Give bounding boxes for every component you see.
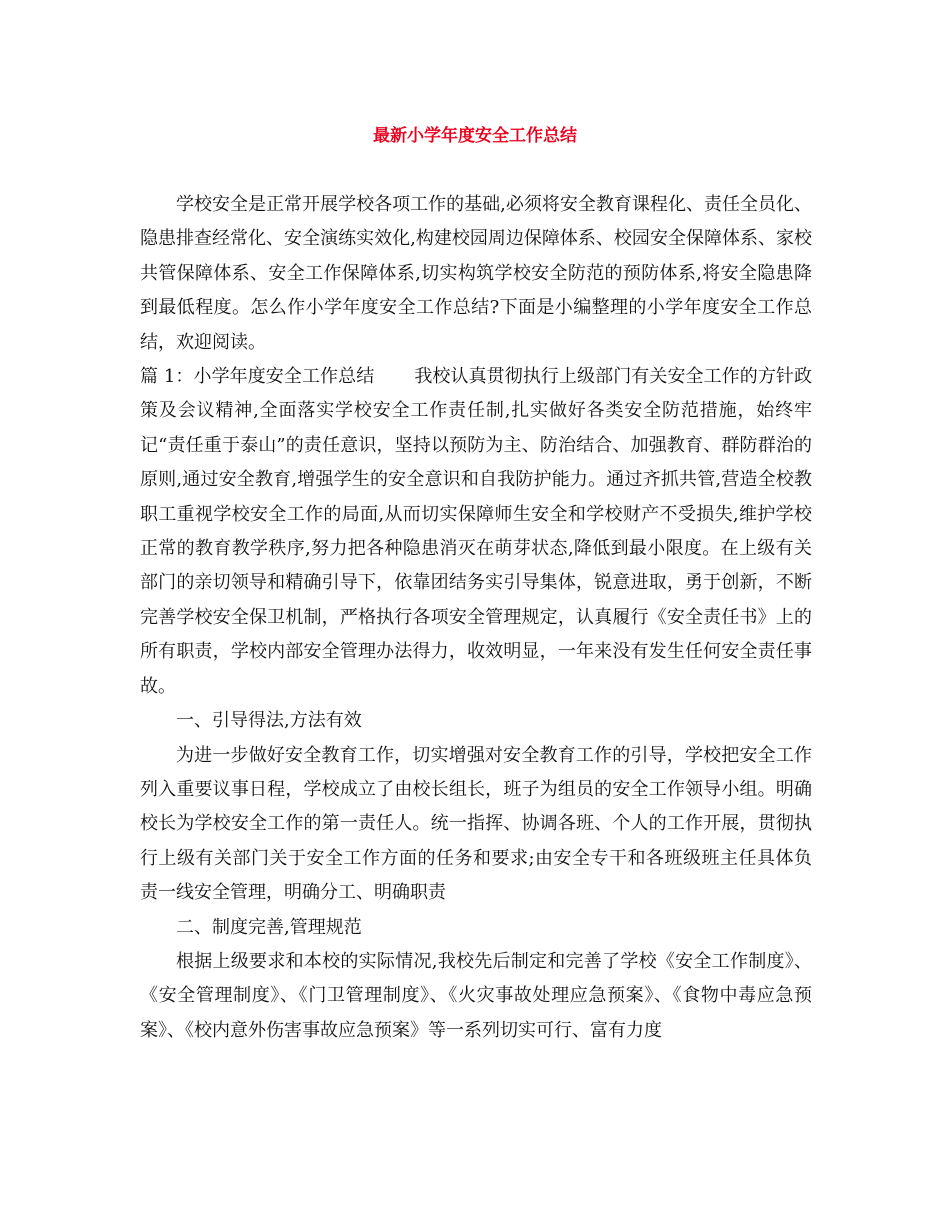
document-body bbox=[140, 188, 812, 1048]
intro-paragraph: 学校安全是正常开展学校各项工作的基础,必须将安全教育课程化、责任全员化、隐患排查经常化、安全演练实效化,构建校园周边保障体系、校园安全保障体系、家校共管保障体系、安全工作保障体系,切实构筑学校安全防范的预防体系,将安全隐患降到最低程度。怎么作小学年度安全工作总结?下面是小编整理的小学年度安全工作总结，欢迎阅读。 bbox=[140, 194, 812, 353]
article-label: 篇 1：小学年度安全工作总结 bbox=[140, 366, 375, 388]
section-1-heading: 一、引导得法,方法有效 bbox=[176, 710, 362, 732]
section-2-heading: 二、制度完善,管理规范 bbox=[176, 916, 362, 938]
section-2-body: 根据上级要求和本校的实际情况,我校先后制定和完善了学校《安全工作制度》、《安全管理制度》、《门卫管理制度》、《火灾事故处理应急预案》、《食物中毒应急预案》、《校内意外伤害事故应急预案》等一系列切实可行、富有力度 bbox=[140, 950, 812, 1041]
article-paragraph bbox=[140, 360, 812, 704]
section-1-body: 为进一步做好安全教育工作，切实增强对安全教育工作的引导，学校把安全工作列入重要议事日程，学校成立了由校长组长，班子为组员的安全工作领导小组。明确校长为学校安全工作的第一责任人。统一指挥、协调各班、个人的工作开展，贯彻执行上级有关部门关于安全工作方面的任务和要求;由安全专干和各班级班主任具体负责一线安全管理，明确分工、明确职责 bbox=[140, 744, 812, 904]
document-title: 最新小学年度安全工作总结 bbox=[373, 126, 577, 146]
article-lead: 我校认真贯彻执行上级部门有关安全工作的方针政策及会议精神,全面落实学校安全工作责任制,扎实做好各类安全防范措施，始终牢记“责任重于泰山”的责任意识，坚持以预防为主、防治结合、加强教育、群防群治的原则,通过安全教育,增强学生的安全意识和自我防护能力。通过齐抓共管,营造全校教职工重视学校安全工作的局面,从而切实保障师生安全和学校财产不受损失,维护学校正常的教育教学秩序,努力把各种隐患消灭在萌芽状态,降低到最小限度。在上级有关部门的亲切领导和精确引导下，依靠团结务实引导集体，锐意进取，勇于创新，不断完善学校安全保卫机制，严格执行各项安全管理规定，认真履行《安全责任书》上的所有职责，学校内部安全管理办法得力，收效明显，一年来没有发生任何安全责任事故。 bbox=[140, 366, 812, 697]
